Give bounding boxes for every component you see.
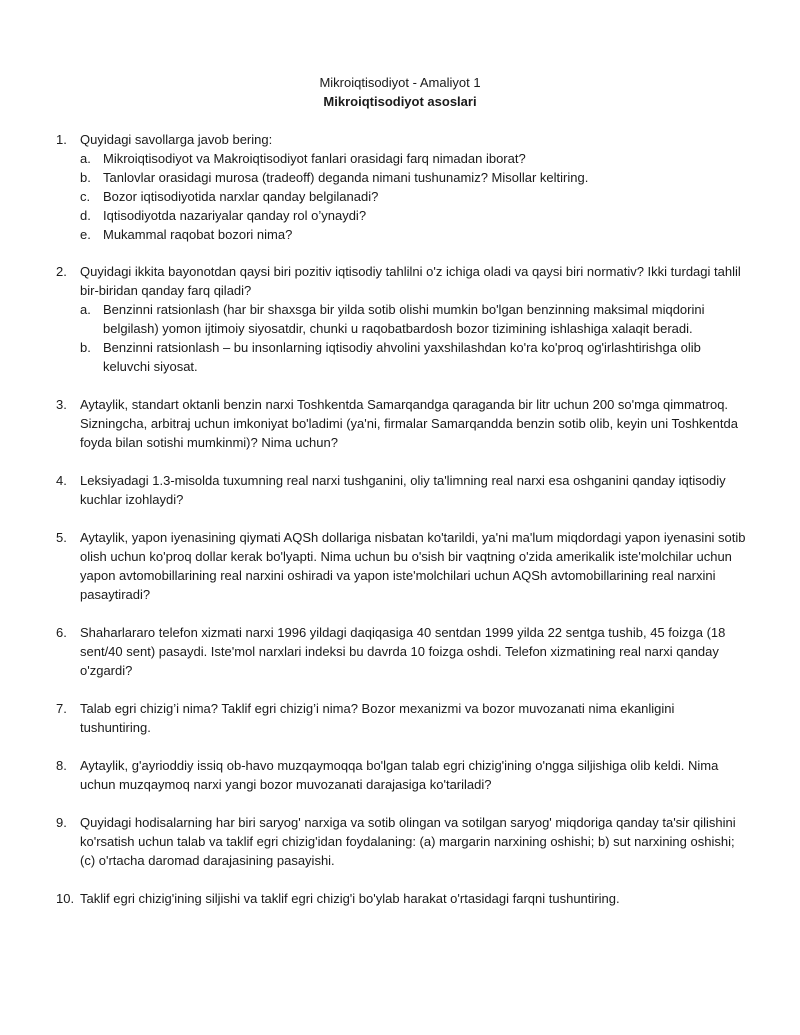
document-title: Mikroiqtisodiyot asoslari: [323, 94, 477, 109]
question-text: Taklif egri chizig'ining siljishi va taklif egri chizig'i bo'ylab harakat o'rtasidagi farqni tushuntiring.: [80, 891, 620, 906]
question-7: [56, 699, 746, 737]
question-text: Aytaylik, yapon iyenasining qiymati AQSh dollariga nisbatan ko'tarildi, ya'ni ma'lum miqdordagi yapon iyenasini sotib olish uchun ko'proq dollar kerak bo'lyapti. Nima uchun bu o'sish bir vaqtning o'zida amerikalik iste'molchilar uchun yapon avtomobillarining real narxini oshiradi va yapon iste'molchilari uchun AQSh avtomobillarining real narxini pasaytiradi?: [80, 530, 746, 602]
sub-item: [80, 300, 746, 338]
sub-item-letter: a.: [80, 151, 91, 166]
question-text: Aytaylik, g'ayrioddiy issiq ob-havo muzqaymoqqa bo'lgan talab egri chizig'ining o'ngga siljishiga olib keldi. Nima uchun muzqaymoq narxi yangi bozor muvozanati darajasiga ko'tariladi?: [80, 758, 719, 792]
question-number: 9.: [56, 815, 67, 830]
question-text: Aytaylik, standart oktanli benzin narxi Toshkentda Samarqandga qaraganda bir litr uchun 200 so'mga qimmatroq. Sizningcha, arbitraj uchun imkoniyat bo'ladimi (ya'ni, firmalar Samarqandda benzin sotib olib, keyin uni Toshkentda foyda bilan sotishi mumkinmi)? Nima uchun?: [80, 397, 738, 450]
question-number: 8.: [56, 758, 67, 773]
question-number: 7.: [56, 701, 67, 716]
question-text: Quyidagi savollarga javob bering:: [80, 132, 273, 147]
sub-item-text: Tanlovlar orasidagi murosa (tradeoff) deganda nimani tushunamiz? Misollar keltiring.: [103, 170, 589, 185]
sub-item-letter: e.: [80, 227, 91, 242]
question-number: 3.: [56, 397, 67, 412]
question-6: [56, 623, 746, 680]
sub-item-text: Benzinni ratsionlash – bu insonlarning iqtisodiy ahvolini yaxshilashdan ko'ra ko'proq og'irlashtirishga olib keluvchi siyosat.: [103, 340, 701, 374]
sub-item: [80, 187, 746, 206]
question-text: Quyidagi hodisalarning har biri saryog' narxiga va sotib olingan va sotilgan saryog' miqdoriga qanday ta'sir qilishini ko'rsatish uchun talab va taklif egri chizig'idan foydalaning: (a) margarin narxining oshishi; b) sut narxining oshishi; (c) o'rtacha daromad darajasining pasayishi.: [80, 815, 736, 868]
question-number: 6.: [56, 625, 67, 640]
sub-item-letter: b.: [80, 340, 91, 355]
sub-item: [80, 168, 746, 187]
question-number: 1.: [56, 132, 67, 147]
question-10: [56, 889, 746, 908]
question-text: Shaharlararo telefon xizmati narxi 1996 yildagi daqiqasiga 40 sentdan 1999 yilda 22 sentga tushib, 45 foizga (18 sent/40 sent) pasaydi. Iste'mol narxlari indeksi bu davrda 10 foizga oshdi. Telefon xizmatining real narxi qanday o'zgardi?: [80, 625, 726, 678]
sub-item: [80, 149, 746, 168]
question-number: 5.: [56, 530, 67, 545]
sub-item-text: Iqtisodiyotda nazariyalar qanday rol o’ynaydi?: [103, 208, 367, 223]
question-8: [56, 756, 746, 794]
question-2: [56, 262, 746, 376]
sub-item-text: Mukammal raqobat bozori nima?: [103, 227, 293, 242]
sub-item-letter: c.: [80, 189, 91, 204]
question-text: Leksiyadagi 1.3-misolda tuxumning real narxi tushganini, oliy ta'limning real narxi esa oshganini qanday iqtisodiy kuchlar izohlaydi?: [80, 473, 726, 507]
sub-item: [80, 225, 746, 244]
sub-item: [80, 206, 746, 225]
sub-item-text: Bozor iqtisodiyotida narxlar qanday belgilanadi?: [103, 189, 379, 204]
question-9: [56, 813, 746, 870]
sub-item-letter: d.: [80, 208, 91, 223]
sub-item-text: Benzinni ratsionlash (har bir shaxsga bir yilda sotib olishi mumkin bo'lgan benzinning maksimal miqdorini belgilash) yomon ijtimoiy siyosatdir, chunki u raqobatbardosh bozor tizimining ishlashiga xalaqit beradi.: [103, 302, 705, 336]
document-subtitle: Mikroiqtisodiyot - Amaliyot 1: [319, 75, 481, 90]
question-number: 10.: [56, 891, 75, 906]
question-text: Talab egri chizig’i nima? Taklif egri chizig’i nima? Bozor mexanizmi va bozor muvozanati nima ekanligini tushuntiring.: [80, 701, 675, 735]
question-text: Quyidagi ikkita bayonotdan qaysi biri pozitiv iqtisodiy tahlilni o'z ichiga oladi va qaysi biri normativ? Ikki turdagi tahlil bir-biridan qanday farq qiladi?: [80, 264, 741, 298]
question-3: [56, 395, 746, 452]
question-number: 4.: [56, 473, 67, 488]
question-number: 2.: [56, 264, 67, 279]
sub-item-letter: a.: [80, 302, 91, 317]
sub-item: [80, 338, 746, 376]
question-1: [56, 130, 746, 244]
sub-item-letter: b.: [80, 170, 91, 185]
sub-item-text: Mikroiqtisodiyot va Makroiqtisodiyot fanlari orasidagi farq nimadan iborat?: [103, 151, 526, 166]
document-header: [0, 73, 800, 111]
question-4: [56, 471, 746, 509]
question-5: [56, 528, 746, 604]
